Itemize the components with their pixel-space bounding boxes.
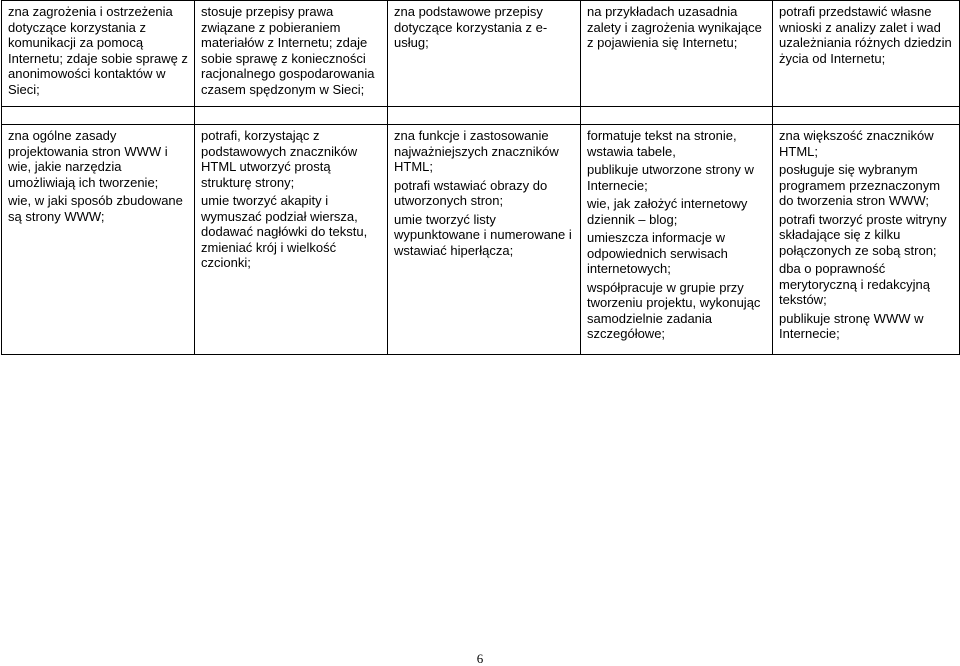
page-number: 6 bbox=[476, 651, 484, 666]
table-cell bbox=[2, 125, 195, 355]
table-cell bbox=[773, 107, 960, 125]
cell-text: potrafi tworzyć proste witryny składające się z kilku połączonych ze sobą stron; bbox=[779, 211, 947, 258]
cell-text: współpracuje w grupie przy tworzeniu projektu, wykonując samodzielnie zadania szczegółowe; bbox=[587, 279, 761, 341]
table-cell bbox=[388, 1, 581, 107]
cell-text: stosuje przepisy prawa związane z pobieraniem materiałów z Internetu; zdaje sobie sprawę z konieczności racjonalnego gospodarowania czasem spędzonym w Sieci; bbox=[201, 4, 375, 97]
table-cell bbox=[773, 1, 960, 107]
table-cell bbox=[581, 107, 773, 125]
table-cell bbox=[195, 125, 388, 355]
table-cell bbox=[2, 1, 195, 107]
cell-text: zna zagrożenia i ostrzeżenia dotyczące korzystania z komunikacji za pomocą Internetu; zdaje sobie sprawę z anonimowości kontaktów w Sieci; bbox=[8, 4, 188, 97]
table-row-spacer bbox=[2, 107, 960, 125]
table-cell bbox=[2, 107, 195, 125]
cell-text: dba o poprawność merytoryczną i redakcyjną tekstów; bbox=[779, 261, 930, 307]
table-cell bbox=[581, 1, 773, 107]
cell-text: formatuje tekst na stronie, wstawia tabele, bbox=[587, 128, 737, 159]
table-row bbox=[2, 125, 960, 355]
table-cell bbox=[388, 107, 581, 125]
table-row bbox=[2, 1, 960, 107]
cell-text: zna większość znaczników HTML; bbox=[779, 128, 934, 159]
cell-text: potrafi przedstawić własne wnioski z analizy zalet i wad uzależniania różnych dziedzin życia od Internetu; bbox=[779, 4, 952, 66]
cell-text: publikuje utworzone strony w Internecie; bbox=[587, 162, 754, 193]
table-cell bbox=[773, 125, 960, 355]
cell-text: umieszcza informacje w odpowiednich serwisach internetowych; bbox=[587, 230, 728, 276]
table-cell bbox=[388, 125, 581, 355]
cell-text: umie tworzyć akapity i wymuszać podział wiersza, dodawać nagłówki do tekstu, zmieniać krój i wielkość czcionki; bbox=[201, 193, 368, 270]
cell-text: zna ogólne zasady projektowania stron WWW i wie, jakie narzędzia umożliwiają ich tworzenie; bbox=[8, 128, 168, 190]
table-cell bbox=[195, 107, 388, 125]
table-cell bbox=[195, 1, 388, 107]
cell-text: umie tworzyć listy wypunktowane i numerowane i wstawiać hiperłącza; bbox=[394, 211, 572, 258]
cell-text: publikuje stronę WWW w Internecie; bbox=[779, 310, 924, 341]
table-cell bbox=[581, 125, 773, 355]
cell-text: posługuje się wybranym programem przeznaczonym do tworzenia stron WWW; bbox=[779, 162, 941, 208]
cell-text: potrafi, korzystając z podstawowych znaczników HTML utworzyć prostą strukturę strony; bbox=[201, 128, 358, 190]
cell-text: wie, jak założyć internetowy dziennik – blog; bbox=[587, 196, 748, 227]
cell-text: potrafi wstawiać obrazy do utworzonych stron; bbox=[394, 177, 548, 208]
cell-text: zna funkcje i zastosowanie najważniejszych znaczników HTML; bbox=[394, 128, 559, 174]
cell-text: wie, w jaki sposób zbudowane są strony WWW; bbox=[8, 193, 183, 224]
requirements-table bbox=[1, 0, 960, 355]
cell-text: na przykładach uzasadnia zalety i zagrożenia wynikające z pojawienia się Internetu; bbox=[587, 4, 762, 50]
cell-text: zna podstawowe przepisy dotyczące korzystania z e-usług; bbox=[394, 4, 548, 50]
